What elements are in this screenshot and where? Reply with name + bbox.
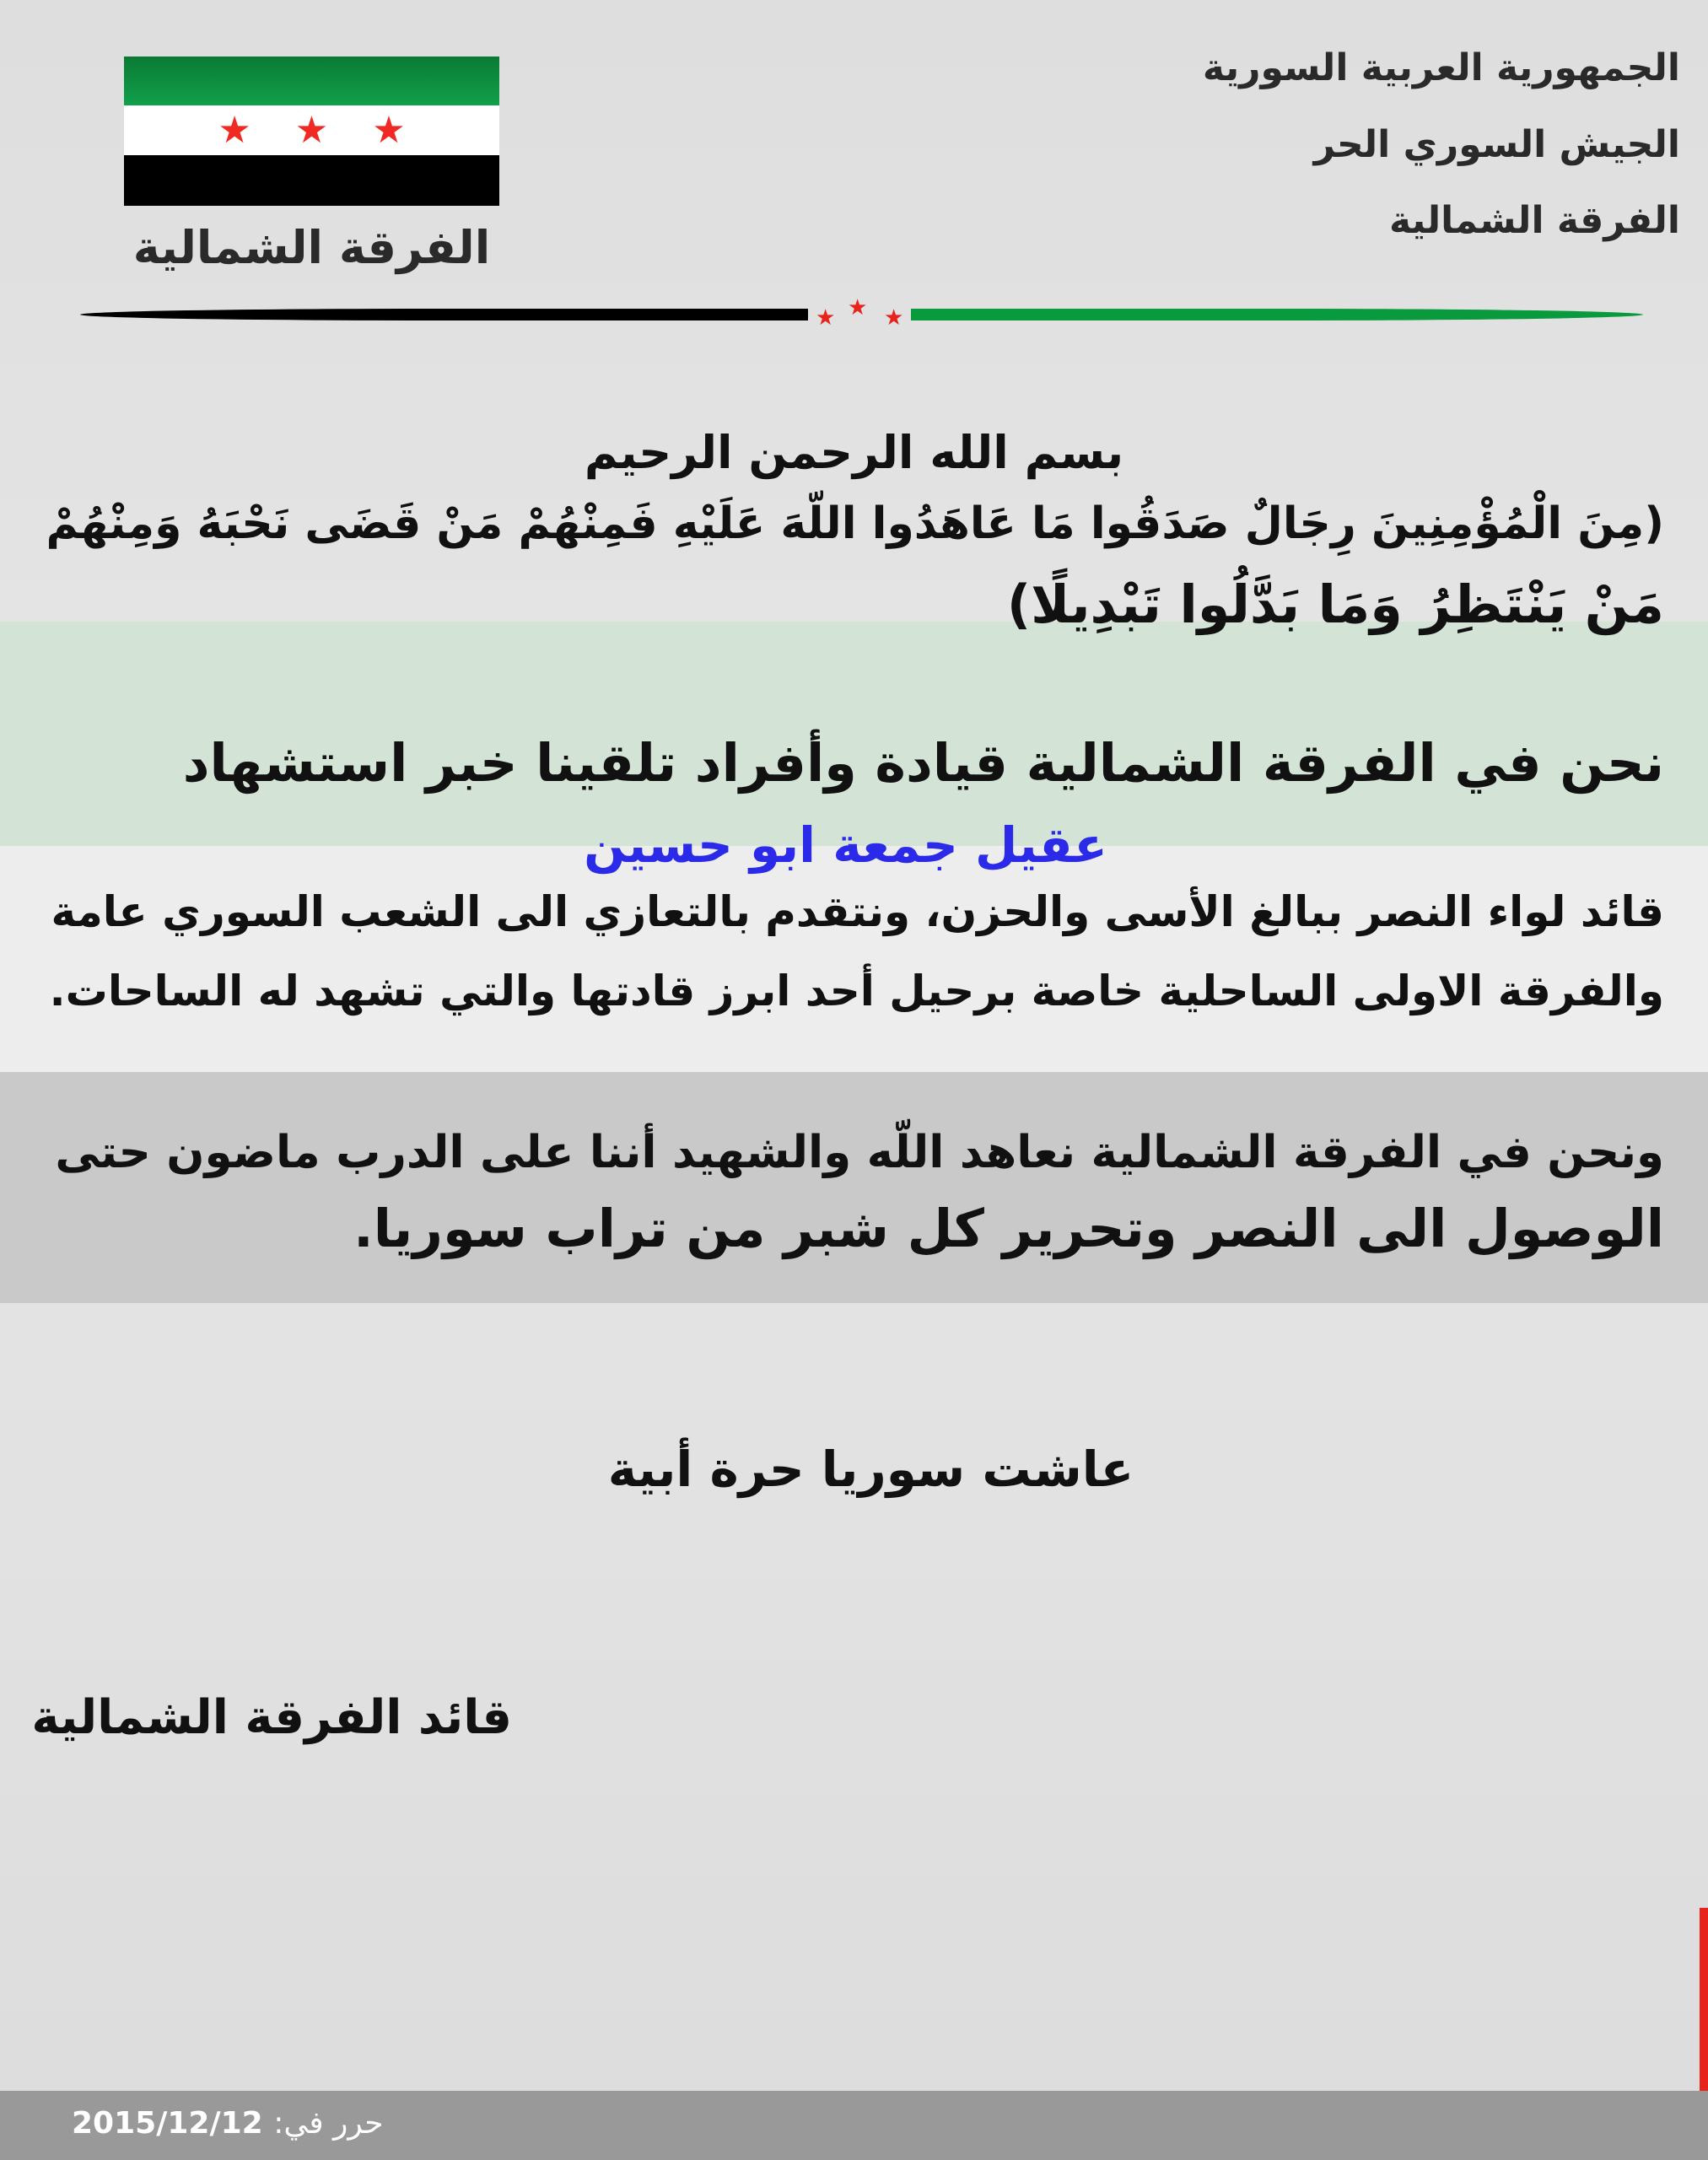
flag-green-stripe — [124, 57, 499, 105]
star-icon: ★ — [816, 305, 836, 331]
logo-caption: الفرقة الشمالية — [132, 221, 491, 274]
paragraph-line: والفرقة الاولى الساحلية خاصة برحيل أحد ابرز قادتها والتي تشهد له الساحات. — [49, 967, 1664, 1015]
star-icon: ★ — [372, 109, 406, 152]
issue-date — [72, 2106, 384, 2141]
star-icon: ★ — [848, 295, 868, 320]
verse-line: (مِنَ الْمُؤْمِنِينَ رِجَالٌ صَدَقُوا مَا عَاهَدُوا اللّهَ عَلَيْهِ فَمِنْهُمْ مَنْ قَضَى نَحْبَهُ وَمِنْهُمْ — [46, 498, 1664, 549]
flag-black-stripe — [124, 155, 499, 206]
basmala: بسم الله الرحمن الرحيم — [584, 426, 1124, 479]
header-line-republic: الجمهورية العربية السورية — [1202, 46, 1680, 89]
star-icon: ★ — [294, 109, 329, 152]
issue-date-value: 2015/12/12 — [72, 2106, 263, 2141]
header-line-division: الفرقة الشمالية — [1388, 199, 1680, 242]
paragraph-line: نحن في الفرقة الشمالية قيادة وأفراد تلقينا خبر استشهاد — [182, 732, 1664, 794]
paragraph-line: ونحن في الفرقة الشمالية نعاهد اللّه والشهيد أننا على الدرب ماضون حتى — [55, 1127, 1664, 1178]
syrian-flag-logo — [124, 57, 499, 206]
slogan: عاشت سوريا حرة أبية — [607, 1441, 1134, 1498]
red-accent-bar — [1700, 1908, 1708, 2091]
paragraph-line: قائد لواء النصر ببالغ الأسى والحزن، ونتقدم بالتعازي الى الشعب السوري عامة — [51, 887, 1664, 936]
divider-green — [911, 309, 1643, 320]
grey-band — [0, 1072, 1708, 1303]
divider-black — [80, 309, 808, 320]
issue-date-label: حرر في: — [273, 2106, 384, 2141]
star-icon: ★ — [884, 305, 904, 331]
signature: قائد الفرقة الشمالية — [31, 1690, 512, 1745]
header-divider — [80, 295, 1643, 331]
paragraph-line: الوصول الى النصر وتحرير كل شبر من تراب سوريا. — [353, 1198, 1664, 1259]
verse-line: مَنْ يَنْتَظِرُ وَمَا بَدَّلُوا تَبْدِيلًا) — [1006, 574, 1664, 635]
martyr-name: عقيل جمعة ابو حسين — [584, 816, 1107, 874]
flag-white-stripe — [124, 105, 499, 155]
star-icon: ★ — [218, 109, 251, 152]
header-line-army: الجيش السوري الحر — [1313, 123, 1680, 166]
white-band — [0, 846, 1708, 1072]
